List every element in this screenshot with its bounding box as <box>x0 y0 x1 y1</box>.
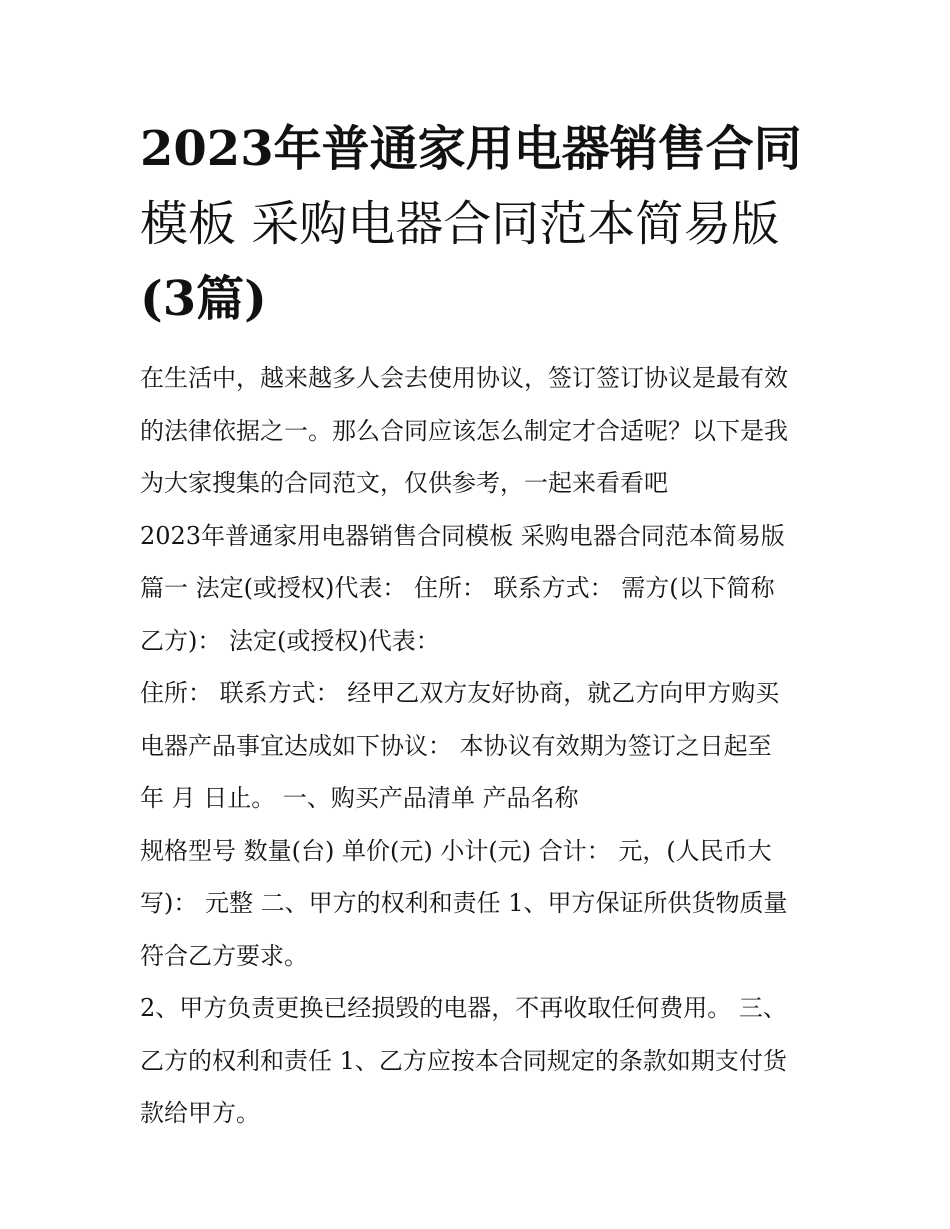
title-line-1: 2023年普通家用电器销售合同 <box>140 121 802 177</box>
body-line-12: 符合乙方要求。 <box>140 941 308 970</box>
title-line-3: (3篇) <box>140 271 267 327</box>
document-body <box>140 352 820 1140</box>
body-line-3: 为大家搜集的合同范文，仅供参考，一起来看看吧 <box>140 469 668 497</box>
body-line-15: 款给甲方。 <box>140 1099 260 1127</box>
document-title <box>140 112 820 337</box>
title-line-2: 模板 采购电器合同范本简易版 <box>140 196 780 252</box>
body-line-9: 年 月 日止。 一、购买产品清单 产品名称 <box>140 784 579 812</box>
body-line-10: 规格型号 数量(台) 单价(元) 小计(元) 合计： 元，(人民币大 <box>140 836 772 865</box>
body-line-1: 在生活中，越来越多人会去使用协议，签订签订协议是最有效 <box>140 364 788 392</box>
body-line-11: 写)： 元整 二、甲方的权利和责任 1、甲方保证所供货物质量 <box>140 889 788 917</box>
body-line-8: 电器产品事宜达成如下协议： 本协议有效期为签订之日起至 <box>140 731 772 760</box>
body-line-4: 2023年普通家用电器销售合同模板 采购电器合同范本简易版 <box>140 521 785 550</box>
body-line-5: 篇一 法定(或授权)代表： 住所： 联系方式： 需方(以下简称 <box>140 574 775 602</box>
body-line-2: 的法律依据之一。那么合同应该怎么制定才合适呢？以下是我 <box>140 416 788 445</box>
body-line-7: 住所： 联系方式： 经甲乙双方友好协商，就乙方向甲方购买 <box>140 679 780 707</box>
body-line-14: 乙方的权利和责任 1、乙方应按本合同规定的条款如期支付货 <box>140 1046 787 1075</box>
body-line-6: 乙方)： 法定(或授权)代表： <box>140 626 440 655</box>
body-line-13: 2、甲方负责更换已经损毁的电器，不再收取任何费用。 三、 <box>140 994 787 1022</box>
